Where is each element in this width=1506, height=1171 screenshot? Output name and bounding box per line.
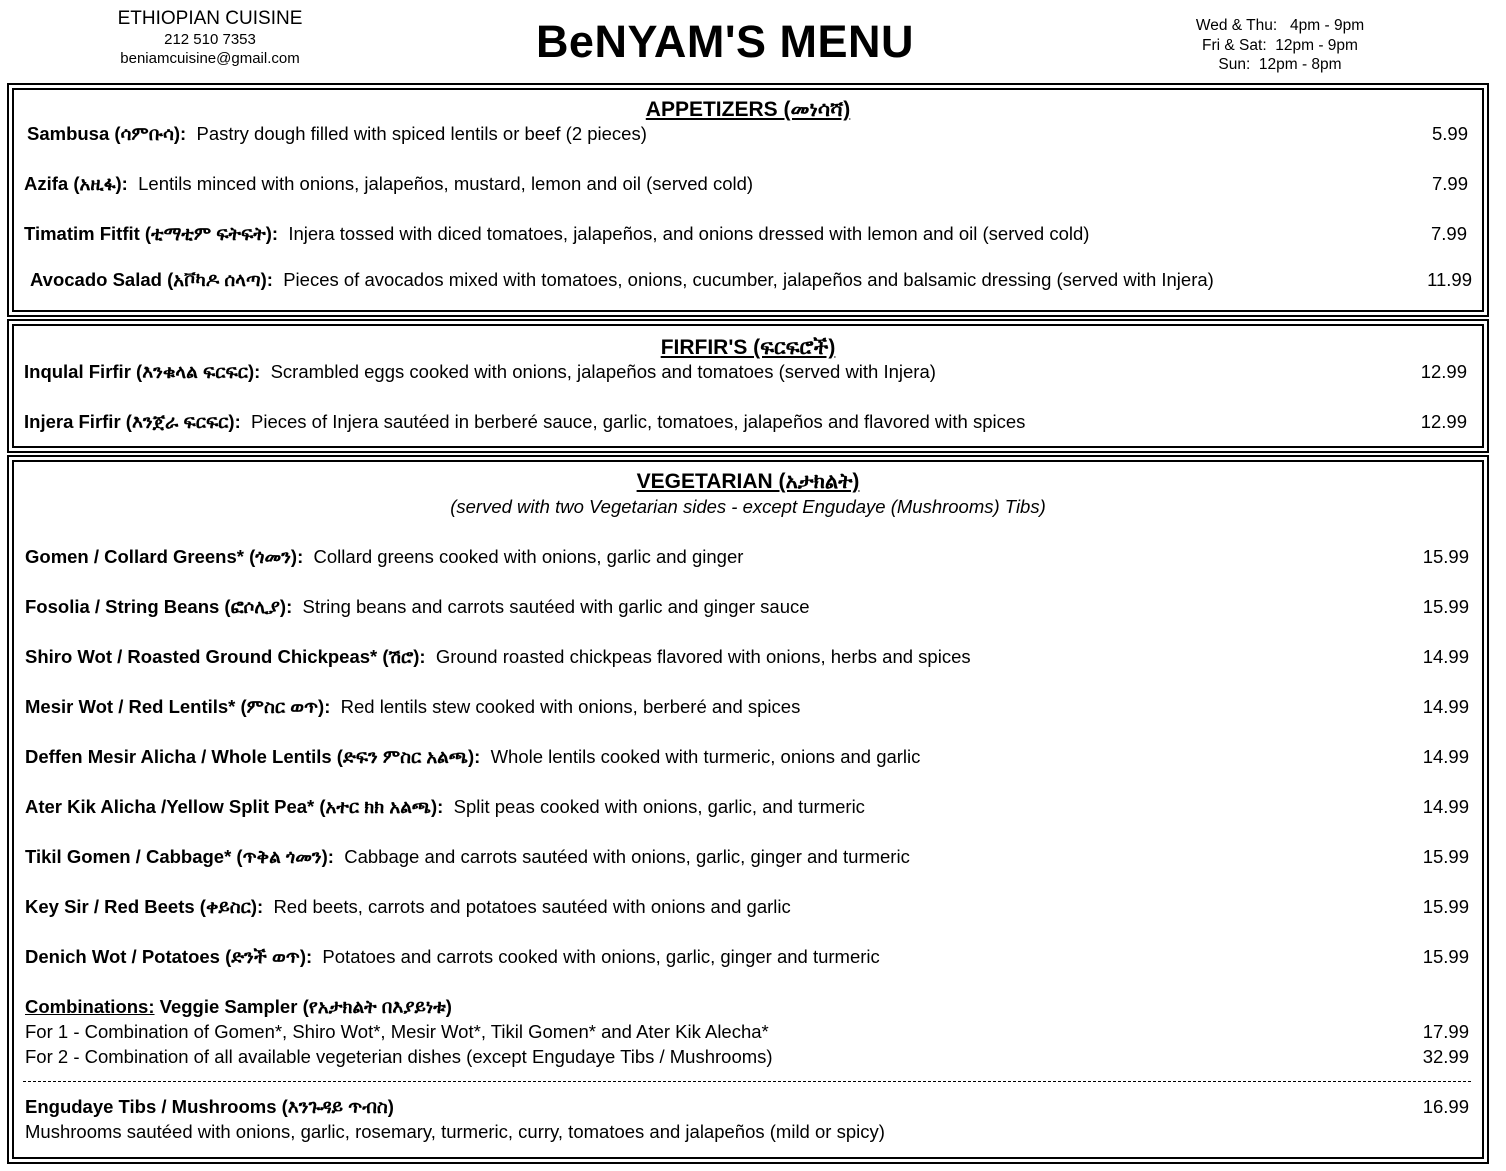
appetizers-section (7, 83, 1489, 317)
item-name: Azifa (አዚፋ): (24, 173, 128, 194)
phone-number: 212 510 7353 (164, 31, 256, 48)
item-name: Engudaye Tibs / Mushrooms (እንጉዳይ ጥብስ) (25, 1096, 394, 1117)
combinations-heading (25, 996, 452, 1018)
item-price: 17.99 (1422, 1021, 1469, 1042)
item-price: 14.99 (1422, 746, 1469, 767)
item-price: 12.99 (1420, 361, 1467, 382)
item-name: Fosolia / String Beans (ፎሶሊያ): (25, 596, 293, 617)
cuisine-label: ETHIOPIAN CUISINE (117, 8, 303, 29)
menu-item (25, 846, 910, 868)
item-name: Inqulal Firfir (እንቁላል ፍርፍር): (24, 361, 261, 382)
item-name: Avocado Salad (አቮካዶ ሰላጣ): (30, 269, 273, 290)
hours-line: Fri & Sat: 12pm - 9pm (1202, 36, 1358, 54)
item-name: Ater Kik Alicha /Yellow Split Pea* (አተር ክክ አልጫ): (25, 796, 444, 817)
item-price: 5.99 (1431, 123, 1468, 144)
menu-item (24, 411, 1025, 433)
firfirs-section (7, 319, 1489, 453)
item-description: Cabbage and carrots sautéed with onions, garlic, ginger and turmeric (344, 846, 910, 867)
item-price: 32.99 (1422, 1046, 1469, 1067)
menu-item (24, 361, 936, 383)
combination-text: For 1 - Combination of Gomen*, Shiro Wot*, Mesir Wot*, Tikil Gomen* and Ater Kik Alecha* (25, 1021, 769, 1042)
item-price: 15.99 (1422, 596, 1469, 617)
item-price: 14.99 (1422, 646, 1469, 667)
item-price: 15.99 (1422, 846, 1469, 867)
combinations-name: Veggie Sampler (የአታክልት በእያይነቱ) (159, 996, 452, 1017)
section-title: VEGETARIAN (አታክልት) (636, 470, 860, 493)
item-description: Whole lentils cooked with turmeric, onions and garlic (490, 746, 921, 767)
restaurant-info (90, 8, 330, 68)
item-name: Timatim Fitfit (ቲማቲም ፍትፍት): (24, 223, 279, 244)
menu-item (24, 223, 1089, 245)
item-description: Collard greens cooked with onions, garlic and ginger (313, 546, 744, 567)
item-description: Pieces of Injera sautéed in berberé sauce, garlic, tomatoes, jalapeños and flavored with spices (251, 411, 1026, 432)
item-price: 16.99 (1422, 1096, 1469, 1117)
email-address: beniamcuisine@gmail.com (120, 50, 300, 67)
item-description: Scrambled eggs cooked with onions, jalapeños and tomatoes (served with Injera) (270, 361, 936, 382)
item-name: Tikil Gomen / Cabbage* (ጥቅል ጎመን): (25, 846, 334, 867)
item-description: Mushrooms sautéed with onions, garlic, rosemary, turmeric, curry, tomatoes and jalapeños (mild or spicy) (25, 1121, 885, 1142)
menu-item (25, 546, 743, 568)
menu-item (24, 173, 753, 195)
vegetarian-section (7, 455, 1489, 1164)
opening-hours (1150, 16, 1410, 75)
menu-item (25, 746, 920, 768)
item-price: 15.99 (1422, 896, 1469, 917)
section-subtitle: (served with two Vegetarian sides - except Engudaye (Mushrooms) Tibs) (450, 496, 1046, 517)
item-name: Mesir Wot / Red Lentils* (ምስር ወጥ): (25, 696, 331, 717)
item-price: 14.99 (1422, 796, 1469, 817)
menu-item (25, 596, 810, 618)
combination-text: For 2 - Combination of all available vegeterian dishes (except Engudaye Tibs / Mushrooms) (25, 1046, 773, 1067)
item-description: Pastry dough filled with spiced lentils or beef (2 pieces) (196, 123, 647, 144)
hours-line: Wed & Thu: 4pm - 9pm (1195, 17, 1365, 34)
item-name: Denich Wot / Potatoes (ድንች ወጥ): (25, 946, 313, 967)
item-description: Split peas cooked with onions, garlic, and turmeric (453, 796, 865, 817)
item-price: 7.99 (1430, 223, 1467, 244)
menu-item (25, 946, 880, 968)
combination-option (25, 1021, 769, 1043)
item-name: Gomen / Collard Greens* (ጎመን): (25, 546, 304, 567)
item-name: Sambusa (ሳምቡሳ): (27, 123, 187, 144)
item-description: Pieces of avocados mixed with tomatoes, onions, cucumber, jalapeños and balsamic dressing (served with Injera) (283, 269, 1214, 290)
item-price: 15.99 (1422, 546, 1469, 567)
item-description: Red lentils stew cooked with onions, berberé and spices (340, 696, 801, 717)
section-title: APPETIZERS (መነሳሻ) (645, 98, 851, 121)
menu-item (27, 123, 647, 145)
item-price: 12.99 (1420, 411, 1467, 432)
item-description: Potatoes and carrots cooked with onions, garlic, ginger and turmeric (322, 946, 880, 967)
menu-item (30, 269, 1214, 291)
menu-item (25, 1096, 394, 1118)
item-name: Injera Firfir (እንጀራ ፍርፍር): (24, 411, 241, 432)
item-price: 15.99 (1422, 946, 1469, 967)
combinations-label: Combinations: (25, 996, 155, 1017)
item-name: Key Sir / Red Beets (ቀይስር): (25, 896, 264, 917)
dashed-divider (23, 1081, 1471, 1082)
menu-item (25, 646, 971, 668)
item-price: 14.99 (1422, 696, 1469, 717)
item-description: String beans and carrots sautéed with garlic and ginger sauce (302, 596, 810, 617)
item-name: Deffen Mesir Alicha / Whole Lentils (ድፍን ምስር አልጫ): (25, 746, 481, 767)
item-description: Red beets, carrots and potatoes sautéed with onions and garlic (273, 896, 791, 917)
item-description: Lentils minced with onions, jalapeños, mustard, lemon and oil (served cold) (138, 173, 754, 194)
menu-item (25, 696, 800, 718)
item-price: 7.99 (1431, 173, 1468, 194)
combination-option (25, 1046, 773, 1068)
hours-line: Sun: 12pm - 8pm (1218, 56, 1342, 73)
item-description: Ground roasted chickpeas flavored with onions, herbs and spices (435, 646, 971, 667)
menu-item (25, 896, 791, 918)
item-price: 11.99 (1427, 269, 1472, 290)
item-name: Shiro Wot / Roasted Ground Chickpeas* (ሽሮ): (25, 646, 426, 667)
section-title: FIRFIR'S (ፍርፍሮች) (660, 336, 836, 359)
item-description: Injera tossed with diced tomatoes, jalapeños, and onions dressed with lemon and oil (served cold) (288, 223, 1090, 244)
menu-title: BeNYAM'S MENU (535, 16, 915, 67)
menu-item (25, 796, 865, 818)
